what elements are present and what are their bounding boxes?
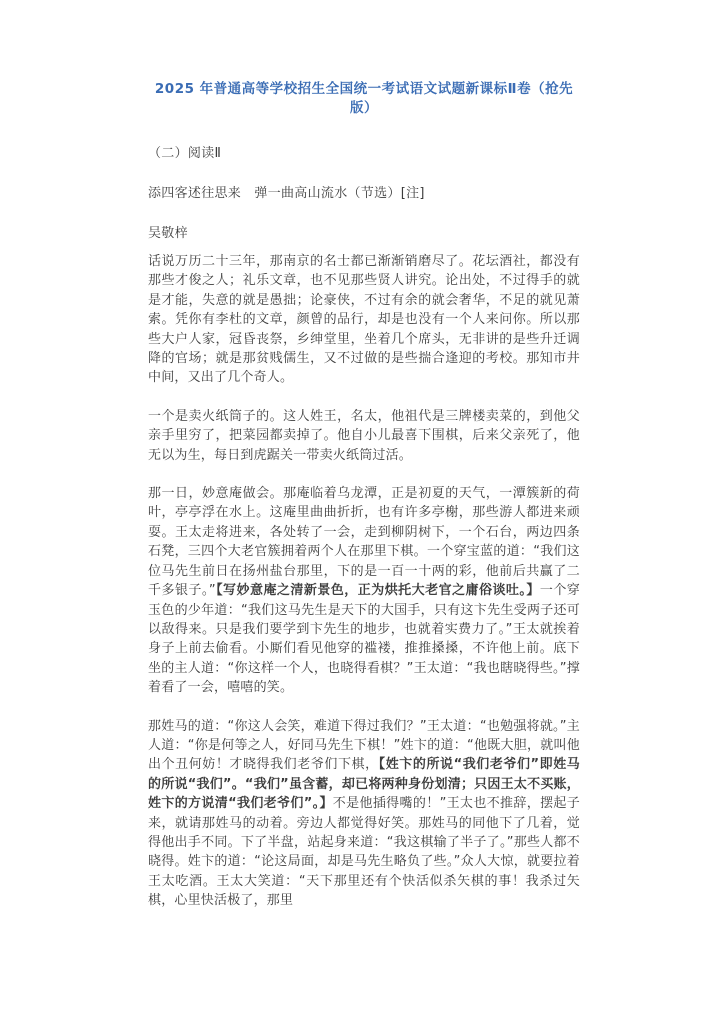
text-segment: 那一日，妙意庵做会。那庵临着乌龙潭，正是初夏的天气，一潭簇新的荷叶，亭亭浮在水上。这庵里曲曲折折，也有许多亭榭，那些游人都进来顽耍。王太走将进来，各处转了一会，走到柳阴树下，一个石台，两边四条石凳，三四个大老官簇拥着两个人在那里下棋。一个穿宝蓝的道：“我们这位马先生前日在扬州盐台那里，下的是一百一十两的彩，他前后共赢了二千多银子。”: [148, 486, 580, 599]
section-heading: （二）阅读Ⅱ: [148, 146, 222, 161]
body-paragraph: [148, 407, 580, 465]
text-segment: 话说万历二十三年，那南京的名士都已渐渐销磨尽了。花坛酒社，都没有那些才俊之人；礼乐文章，也不见那些贤人讲究。论出处，不过得手的就是才能，失意的就是愚拙；论豪侠，不过有余的就会奢华，不足的就见萧索。凭你有李杜的文章，颜曾的品行，却是也没有一个人来问你。所以那些大户人家，冠昏丧祭，乡绅堂里，坐着几个席头，无非讲的是些升迁调降的官场；就是那贫贱儒生，又不过做的是些揣合逢迎的考校。那知市井中间，又出了几个奇人。: [148, 254, 580, 386]
exam-paper-title: 2025 年普通高等学校招生全国统一考试语文试题新课标Ⅱ卷（抢先版）: [154, 81, 574, 116]
text-segment: 一个穿玉色的少年道：“我们这马先生是天下的大国手，只有这卞先生受两子还可以敌得来。只是我们要学到卞先生的地步，也就着实费力了。”王太就挨着身子上前去偷看。小厮们看见他穿的褴褛，推推搡搡，不许他上前。底下坐的主人道：“你这样一个人，也晓得看棋？”王太道：“我也瞎晓得些。”撑着看了一会，嘻嘻的笑。: [148, 583, 580, 696]
annotation-segment: 【写妙意庵之清新景色，正为烘托大老官之庸俗谈吐。】: [215, 583, 540, 599]
passage-body: [148, 252, 580, 911]
author-name: 吴敬梓: [148, 226, 188, 241]
body-paragraph: [148, 717, 580, 911]
text-segment: 不是他插得嘴的！”王太也不推辞，摆起子来，就请那姓马的动着。旁边人都觉得好笑。那姓马的同他下了几着，觉得他出手不同。下了半盘，站起身来道：“我这棋输了半子了。”那些人都不晓得。姓卞的道：“论这局面，却是马先生略负了些。”众人大惊，就要拉着王太吃酒。王太大笑道：“天下那里还有个快活似杀矢棋的事！我杀过矢棋，心里快活极了，那里: [148, 796, 580, 909]
annotation-segment: 【姓卞的所说“我们老爷们”即姓马的所说“我们”。“我们”虽含蓄，却已将两种身份划清；只因王太不买账，姓卞的方说清“我们老爷们”。】: [148, 757, 580, 812]
text-segment: 那姓马的道：“你这人会笑，难道下得过我们？”王太道：“也勉强将就。”主人道：“你是何等之人，好同马先生下棋！”姓卞的道：“他既大胆，就叫他出个丑何妨！才晓得我们老爷们下棋，: [148, 718, 580, 773]
passage-title: 添四客述往思来 弹一曲高山流水（节选）[注]: [148, 186, 425, 201]
text-segment: 一个是卖火纸筒子的。这人姓王，名太，他祖代是三牌楼卖菜的，到他父亲手里穷了，把菜园都卖掉了。他自小儿最喜下围棋，后来父亲死了，他无以为生，每日到虎踞关一带卖火纸筒过活。: [148, 408, 580, 463]
body-paragraph: [148, 252, 580, 388]
body-paragraph: [148, 484, 580, 697]
